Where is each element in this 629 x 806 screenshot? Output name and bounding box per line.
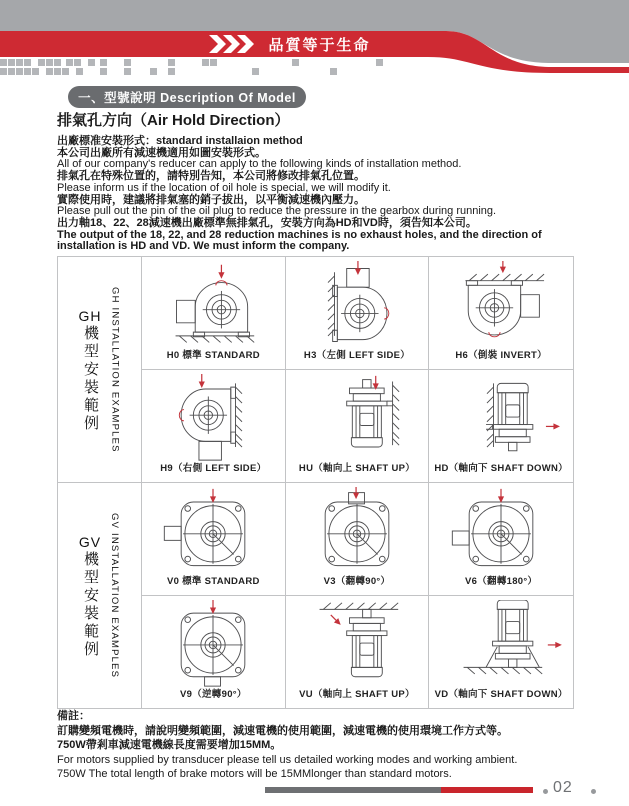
section-title: 一、型號說明 Description Of Model — [78, 91, 296, 105]
machine-drawing-hu — [287, 374, 427, 462]
section-gv-label — [58, 483, 142, 708]
notes-line: 750W帶剎車減速電機線長度需要增加15MM。 — [57, 739, 282, 751]
install-cell-vu — [286, 596, 430, 709]
install-cell-v3 — [286, 483, 430, 596]
air-direction-arrow — [210, 600, 216, 614]
install-cell-h3 — [286, 257, 430, 370]
machine-drawing-h3 — [287, 261, 427, 349]
cell-label: H0 標準 STANDARD — [166, 349, 260, 361]
air-direction-arrow — [199, 374, 205, 388]
cell-label: HD（軸向下 SHAFT DOWN） — [434, 463, 568, 474]
intro-line: 排氣孔在特殊位置的，請特別告知，本公司將修改排氣孔位置。 — [57, 170, 365, 183]
air-direction-arrow — [500, 261, 506, 273]
cell-label: V3（翻轉90°） — [323, 575, 391, 587]
air-direction-arrow — [548, 641, 562, 647]
cell-label: H3（左側 LEFT SIDE） — [303, 349, 411, 361]
air-direction-arrow — [210, 489, 216, 503]
cell-label: VD（軸向下 SHAFT DOWN） — [434, 689, 568, 700]
install-cell-h6 — [429, 257, 573, 370]
slogan-text: 品質等于生命 — [268, 36, 371, 54]
machine-drawing-vd — [431, 600, 571, 688]
notes-line: For motors supplied by transducer please tell us detailed working modes and working ambient. — [57, 753, 518, 766]
machine-drawing-v9 — [143, 600, 283, 688]
cell-label: V9（逆轉90°） — [179, 689, 247, 700]
intro-line: 出力軸18、22、28減速機出廠標準無排氣孔，安裝方向為HD和VD時，須告知本公司。 — [57, 216, 477, 229]
intro-line: installation is HD and VD. We must inform the company. — [57, 240, 350, 253]
slogan-banner — [160, 33, 420, 55]
install-cell-hu — [286, 370, 430, 483]
cell-label: VU（軸向上 SHAFT UP） — [299, 689, 415, 700]
install-cell-hd — [429, 370, 573, 483]
footer-dot — [543, 789, 548, 794]
air-direction-arrow — [546, 423, 560, 429]
intro-line: 實際使用時，建議將排氣塞的銷子拔出，以平衡減速機內壓力。 — [57, 193, 365, 206]
install-cell-h9 — [142, 370, 286, 483]
machine-drawing-h6 — [431, 261, 571, 349]
cell-label: HU（軸向上 SHAFT UP） — [298, 463, 416, 474]
section-gh — [58, 257, 573, 482]
chevrons-icon — [209, 35, 255, 53]
page-number: 02 — [553, 779, 573, 796]
intro-line: The output of the 18, 22, and 28 reduction machines is no exhaust holes, and the direction of — [57, 228, 542, 241]
notes-block — [57, 709, 577, 782]
cell-label: H9（右側 LEFT SIDE） — [160, 463, 267, 474]
cell-label: H6（倒裝 INVERT） — [455, 349, 547, 361]
section-gh-label — [58, 257, 142, 482]
intro-line: All of our company's reducer can apply to the following kinds of installation method. — [57, 158, 462, 171]
intro-line: 出廠標准安裝形式：standard installaion method — [57, 135, 303, 147]
section-gh-cells — [142, 257, 573, 482]
intro-line: Please pull out the pin of the oil plug to reduce the pressure in the gearbox during running. — [57, 205, 497, 218]
intro-line: 本公司出廠所有減速機適用如圖安裝形式。 — [57, 146, 266, 159]
machine-drawing-vu — [287, 600, 427, 688]
machine-drawing-h0 — [143, 261, 283, 349]
machine-drawing-v6 — [431, 487, 571, 575]
install-cell-v6 — [429, 483, 573, 596]
notes-line: 訂購變頻電機時，請說明變頻範圍，減速電機的使用範圍，減速電機的使用環境工作方式等。 — [57, 724, 508, 737]
cell-label: V0 標準 STANDARD — [166, 575, 260, 587]
machine-drawing-hd — [431, 374, 571, 462]
machine-drawing-v3 — [287, 487, 427, 575]
install-cell-v9 — [142, 596, 286, 709]
section-gv — [58, 482, 573, 708]
section-gv-cells — [142, 483, 573, 708]
machine-drawing-v0 — [143, 487, 283, 575]
air-direction-arrow — [353, 487, 359, 499]
air-direction-arrow — [498, 489, 504, 503]
air-direction-arrow — [329, 612, 343, 626]
section-gv-label-zh: GV 機型安裝範例 — [78, 533, 102, 659]
section-gh-label-zh: GH 機型安裝範例 — [78, 307, 102, 433]
install-cell-vd — [429, 596, 573, 709]
machine-drawing-h9 — [143, 374, 283, 462]
footer-dot — [591, 789, 596, 794]
cell-label: V6（翻轉180°） — [465, 575, 538, 587]
install-cell-v0 — [142, 483, 286, 596]
notes-line: 750W The total length of brake motors will be 15MMlonger than standard motors. — [57, 768, 452, 780]
intro-block — [57, 109, 577, 253]
section-gv-label-en: GV INSTALLATION EXAMPLES — [109, 512, 121, 679]
section-gh-label-en: GH INSTALLATION EXAMPLES — [109, 286, 121, 453]
install-cell-h0 — [142, 257, 286, 370]
air-direction-arrow — [219, 265, 225, 279]
footer-bar-gray — [265, 787, 441, 793]
installation-table — [57, 256, 574, 709]
footer-bar-red — [441, 787, 533, 793]
intro-title: 排氣孔方向（Air Hold Direction） — [57, 112, 290, 129]
intro-line: Please inform us if the location of oil hole is special, we will modify it. — [57, 181, 391, 194]
notes-title: 備註： — [57, 710, 90, 722]
pixel-pattern — [0, 59, 383, 75]
air-direction-arrow — [355, 261, 361, 275]
section-banner — [68, 86, 306, 108]
